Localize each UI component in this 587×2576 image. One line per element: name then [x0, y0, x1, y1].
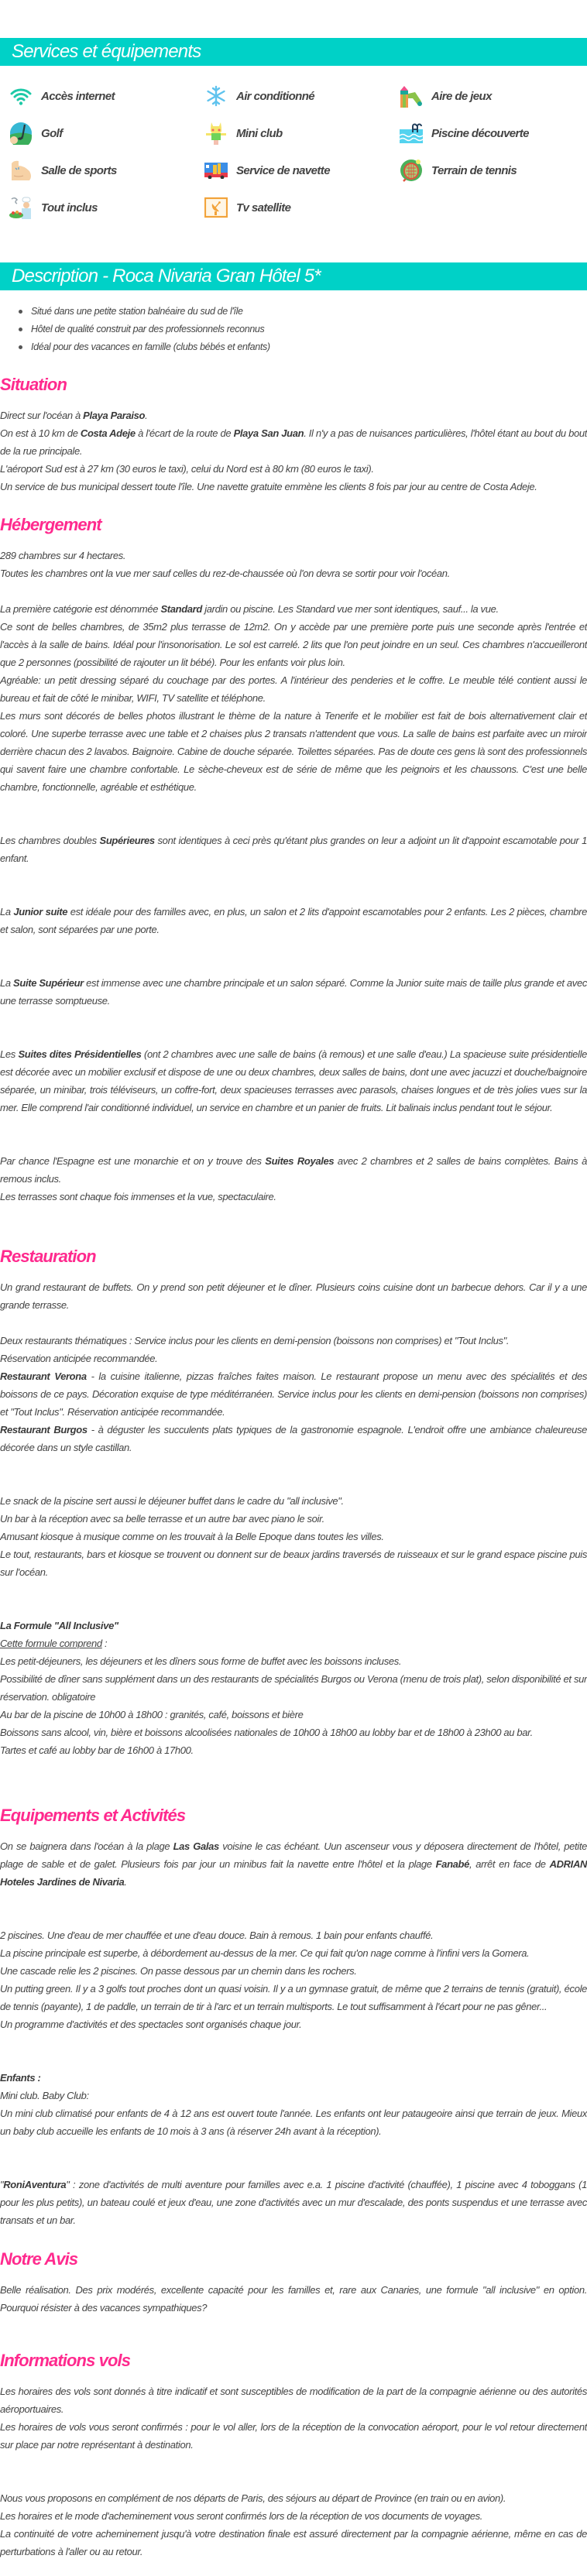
situation-heading: Situation: [0, 375, 67, 394]
service-item-satellite-tv: [204, 196, 400, 219]
service-label: Aire de jeux: [431, 89, 492, 103]
service-item-playground: [400, 84, 587, 108]
services-header: Services et équipements: [0, 38, 587, 66]
mini-club-icon: [204, 122, 228, 145]
highlights-list: [0, 290, 587, 356]
restauration-paragraph: Réservation anticipée recommandée.: [0, 1353, 158, 1364]
situation-paragraph: Direct sur l'océan à Playa Paraiso.: [0, 410, 148, 421]
program-paragraph: Un programme d'activités et des spectacles sont organisés chaque jour.: [0, 2019, 302, 2030]
service-item-shuttle: [204, 159, 400, 182]
golf-icon: [9, 122, 33, 145]
all-inclusive-subtitle: Cette formule comprend :: [0, 1638, 108, 1649]
hebergement-heading: Hébergement: [0, 515, 101, 534]
avis-heading: Notre Avis: [0, 2249, 78, 2269]
restauration-paragraph: Le tout, restaurants, bars et kiosque se trouvent ou donnent sur de beaux jardins traversés de ruisseaux et sur le grand espace piscine puis sur l'océan.: [0, 1549, 587, 1578]
hebergement-section: [0, 513, 587, 1206]
wifi-icon: [9, 84, 33, 108]
suite-superieur-paragraph: La Suite Supérieur est immense avec une chambre principale et un salon séparé. Comme la Junior suite mais de taille plus grande et avec une terrasse somptueuse.: [0, 977, 587, 1007]
service-label: Tout inclus: [41, 201, 98, 214]
verona-paragraph: Restaurant Verona - la cuisine italienne, pizzas fraîches faites maison. Le restaurant propose un menu avec des spécialités et des boissons de ce pays. Décoration exquise de type méditérranéen. Service inclus pour les clients en demi-pension (boissons non comprises) et "Tout Inclus". Réservation anticipée recommandée.: [0, 1370, 587, 1418]
hebergement-paragraph: 289 chambres sur 4 hectares.: [0, 550, 126, 561]
standard-paragraph: Les murs sont décorés de belles photos illustrant le thème de la nature à Tenerife et le mobilier est fait de bois alternativement clair et coloré. Une superbe terrasse avec une table et 2 chaises plus 2 transats n'attendent que vous. La salle de bains est parfaite avec un miroir derrière chacun des 2 lavabos. Baignoire. Cabine de douche séparée. Toilettes séparées. Pas de doute ces gens là sont des professionnels qui savent faire une chambre confortable. Le sèche-cheveux est de série de même que les peignoirs et les chaussons. C'est une belle chambre, fonctionnelle, agréable et esthétique.: [0, 710, 587, 793]
satellite-tv-icon: [204, 196, 228, 219]
restauration-heading: Restauration: [0, 1247, 96, 1266]
description-header: Description - Roca Nivaria Gran Hôtel 5*: [0, 262, 587, 290]
superieure-paragraph: Les chambres doubles Supérieures sont identiques à ceci près qu'étant plus grandes on leur a adjoint un lit d'appoint escamotable pour 1 enfant.: [0, 835, 587, 864]
junior-suite-paragraph: La Junior suite est idéale pour des familles avec, en plus, un salon et 2 lits d'appoint escamotables pour 2 enfants. Les 2 pièces, chambre et salon, sont séparées par une porte.: [0, 906, 587, 935]
service-label: Salle de sports: [41, 163, 117, 177]
snowflake-icon: [204, 84, 228, 108]
situation-paragraph: On est à 10 km de Costa Adeje à l'écart de la route de Playa San Juan. Il n'y a pas de nuisances particulières, l'hôtel étant au bout du bout de la rue principale.: [0, 427, 587, 457]
vols-paragraph: Les horaires et le mode d'acheminement vous seront confirmés lors de la réception de vos documents de voyages.: [0, 2510, 483, 2522]
tennis-icon: [400, 159, 423, 182]
bus-icon: [204, 159, 228, 182]
pool-paragraph: La piscine principale est superbe, à débordement au-dessus de la mer. Ce qui fait qu'on nage comme à l'infini vers la Gomera.: [0, 1947, 530, 1959]
all-inclusive-item: Possibilité de dîner sans supplément dans un des restaurants de spécialités Burgos ou Verona (menu de trois plat), selon disponibilité et sur réservation. obligatoire: [0, 1673, 587, 1703]
all-inclusive-item: Au bar de la piscine de 10h00 à 18h00 : granités, café, boissons et bière: [0, 1709, 304, 1720]
service-label: Air conditionné: [236, 89, 314, 103]
playground-icon: [400, 84, 423, 108]
restauration-paragraph: Un bar à la réception avec sa belle terrasse et un autre bar avec piano le soir.: [0, 1513, 324, 1525]
sport-paragraph: Un putting green. Il y a 3 golfs tout proches dont un quasi voisin. Il y a un gymnase gratuit, de même que 2 terrains de tennis (gratuit), école de tennis (payante), 1 de paddle, un terrain de tir à l'arc et un terrain multisports. Le tout suffisamment à l'écart pour ne pas gêner...: [0, 1983, 587, 2012]
chef-icon: [9, 196, 33, 219]
equipements-heading: Equipements et Activités: [0, 1806, 186, 1825]
restauration-paragraph: Un grand restaurant de buffets. On y prend son petit déjeuner et le dîner. Plusieurs coins cuisine dont un barbecue dehors. Car il y a une grande terrasse.: [0, 1281, 587, 1311]
restauration-paragraph: Le snack de la piscine sert aussi le déjeuner buffet dans le cadre du "all inclusive".: [0, 1495, 344, 1507]
pool-paragraph: Une cascade relie les 2 piscines. On passe dessous par un chemin dans les rochers.: [0, 1965, 357, 1977]
vols-paragraph: Les horaires de vols vous seront confirmés : pour le vol aller, lors de la réception de la convocation aéroport, pour le vol retour directement sur place par notre représentant à destination.: [0, 2421, 587, 2451]
vols-paragraph: La continuité de votre acheminement jusqu'à votre destination finale est assuré directement par la compagnie aérienne, même en cas de perturbations à l'aller ou au retour.: [0, 2528, 587, 2557]
service-item-internet: [9, 84, 204, 108]
service-label: Golf: [41, 126, 63, 140]
situation-section: [0, 373, 587, 496]
service-label: Accès internet: [41, 89, 115, 103]
service-item-tennis: [400, 159, 587, 182]
restauration-paragraph: Deux restaurants thématiques : Service inclus pour les clients en demi-pension (boissons non comprises) et "Tout Inclus".: [0, 1335, 510, 1346]
equipements-paragraph: On se baignera dans l'océan à la plage Las Galas voisine le cas échéant. Uun ascenseur vous y déposera directement de l'hôtel, petite plage de sable et de galet. Plusieurs fois par jour un minibus fait la navette entre l'hôtel et la plage Fanabé, arrêt en face de ADRIAN Hoteles Jardines de Nivaria.: [0, 1840, 587, 1888]
muscle-icon: [9, 159, 33, 182]
service-label: Terrain de tennis: [431, 163, 517, 177]
royal-suite-paragraph: Par chance l'Espagne est une monarchie et on y trouve des Suites Royales avec 2 chambres et 2 salles de bains complètes. Bains à remous inclus.: [0, 1155, 587, 1185]
all-inclusive-title: La Formule "All Inclusive": [0, 1620, 118, 1631]
situation-paragraph: Un service de bus municipal dessert toute l'île. Une navette gratuite emmène les clients 8 fois par jour au centre de Costa Adeje.: [0, 481, 537, 492]
all-inclusive-item: Boissons sans alcool, vin, bière et boissons alcoolisées nationales de 10h00 à 18h00 au lobby bar et de 18h00 à 23h00 au bar.: [0, 1727, 533, 1738]
highlight-item: Hôtel de qualité construit par des professionnels reconnus: [19, 321, 587, 338]
pool-icon: [400, 122, 423, 145]
vols-paragraph: Nous vous proposons en complément de nos départs de Paris, des séjours au départ de Province (en train ou en avion).: [0, 2492, 506, 2504]
service-item-gym: [9, 159, 204, 182]
restauration-section: [0, 1245, 587, 1759]
kids-paragraph: Mini club. Baby Club:: [0, 2090, 89, 2101]
service-label: Service de navette: [236, 163, 330, 177]
services-grid: [0, 66, 587, 219]
service-item-mini-club: [204, 122, 400, 145]
vols-heading: Informations vols: [0, 2351, 131, 2370]
standard-paragraph: Ce sont de belles chambres, de 35m2 plus terrasse de 12m2. On y accède par une première porte puis une seconde après l'entrée et l'accès à la salle de bains. Idéal pour l'insonorisation. Le sol est carrelé. 2 lits que l'on peut joindre en un seul. Ces chambres n'accueilleront que 2 personnes (possibilité de rajouter un lit bébé). Pour les enfants voir plus loin.: [0, 621, 587, 668]
standard-paragraph: Agréable: un petit dressing séparé du couchage par des portes. A l'intérieur des penderies et le coffre. Le meuble télé contient aussi le bureau et fait de côté le minibar, WIFI, TV satellite et téléphone.: [0, 674, 587, 704]
presidential-suite-paragraph: Les Suites dites Présidentielles (ont 2 chambres avec une salle de bains (à remous) et une salle d'eau.) La spacieuse suite présidentielle est décorée avec un mobilier exclusif et dispose de une ou deux chambres, deux salles de bains, dont une avec jacuzzi et douche/baignoire séparée, un minibar, trois téléviseurs, un coffre-fort, deux spacieuses terrasses avec parasols, chaises longues et de très jolies vues sur la mer. Elle comprend l'air conditionné individuel, un service en chambre et un panier de fruits. Lit balinais inclus pendant tout le séjour.: [0, 1048, 587, 1113]
standard-paragraph: La première catégorie est dénommée Standard jardin ou piscine. Les Standard vue mer sont identiques, sauf... la vue.: [0, 603, 499, 615]
roniaventura-paragraph: "RoniAventura" : zone d'activités de multi aventure pour familles avec e.a. 1 piscine d'activité (chauffée), 1 piscine avec 4 toboggans (1 pour les plus petits), un bateau coulé et jeux d'eau, une zone d'activités avec un mur d'escalade, des ponts suspendus et une terrasse avec transats et un bar.: [0, 2179, 587, 2226]
kids-paragraph: Un mini club climatisé pour enfants de 4 à 12 ans est ouvert toute l'année. Les enfants ont leur pataugeoire ainsi que terrain de jeux. Mieux un baby club accueille les enfants de 10 mois à 3 ans (à réserver 24h avant à la réception).: [0, 2108, 587, 2137]
equipements-section: [0, 1804, 587, 2229]
service-item-air-conditioning: [204, 84, 400, 108]
all-inclusive-item: Tartes et café au lobby bar de 16h00 à 17h00.: [0, 1744, 194, 1756]
avis-paragraph: Belle réalisation. Des prix modérés, excellente capacité pour les familles et, rare aux Canaries, une formule "all inclusive" en option. Pourquoi résister à des vacances sympathiques?: [0, 2284, 587, 2314]
pool-paragraph: 2 piscines. Une d'eau de mer chauffée et une d'eau douce. Bain à remous. 1 bain pour enfants chauffé.: [0, 1929, 434, 1941]
service-item-pool: [400, 122, 587, 145]
service-label: Mini club: [236, 126, 283, 140]
kids-title: Enfants :: [0, 2072, 41, 2084]
vols-section: [0, 2349, 587, 2561]
service-label: Piscine découverte: [431, 126, 529, 140]
service-item-all-inclusive: [9, 196, 204, 219]
vols-paragraph: Les horaires des vols sont donnés à titre indicatif et sont susceptibles de modification de la part de la compagnie aérienne ou des autorités aéroportuaires.: [0, 2386, 587, 2415]
service-label: Tv satellite: [236, 201, 291, 214]
situation-paragraph: L'aéroport Sud est à 27 km (30 euros le taxi), celui du Nord est à 80 km (80 euros le taxi).: [0, 463, 374, 475]
all-inclusive-item: Les petit-déjeuners, les déjeuners et les dîners sous forme de buffet avec les boissons incluses.: [0, 1655, 402, 1667]
service-item-golf: [9, 122, 204, 145]
restauration-paragraph: Amusant kiosque à musique comme on les trouvait à la Belle Epoque dans toutes les villes.: [0, 1531, 384, 1542]
royal-suite-paragraph: Les terrasses sont chaque fois immenses et la vue, spectaculaire.: [0, 1191, 276, 1202]
hebergement-paragraph: Toutes les chambres ont la vue mer sauf celles du rez-de-chaussée où l'on devra se sortir pour voir l'océan.: [0, 568, 450, 579]
highlight-item: Situé dans une petite station balnéaire du sud de l'île: [19, 303, 587, 321]
avis-section: [0, 2248, 587, 2317]
highlight-item: Idéal pour des vacances en famille (clubs bébés et enfants): [19, 338, 587, 356]
burgos-paragraph: Restaurant Burgos - à déguster les succulents plats typiques de la gastronomie espagnole. L'endroit offre une ambiance chaleureuse décorée dans un style castillan.: [0, 1424, 587, 1453]
